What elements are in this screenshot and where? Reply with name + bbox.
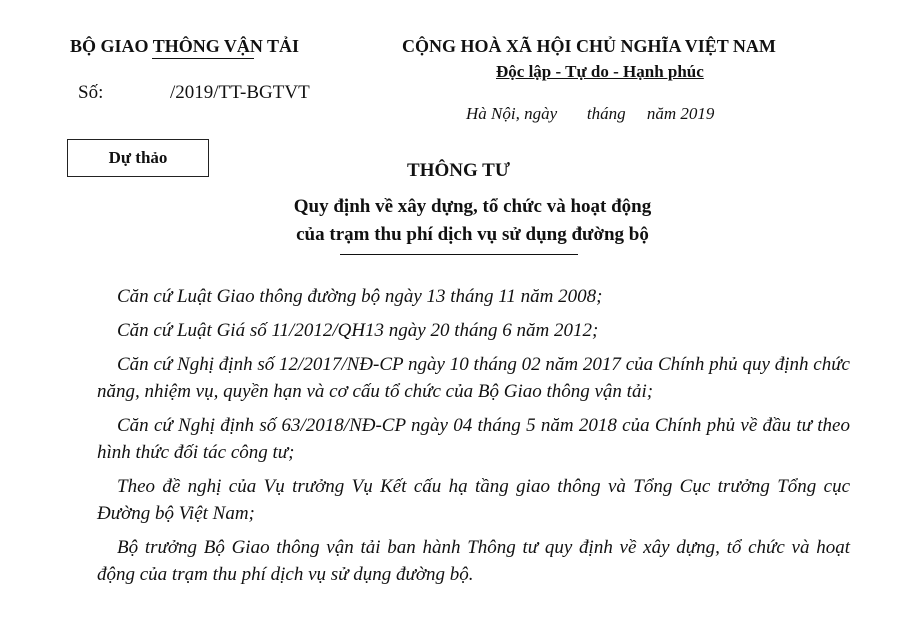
national-motto: Độc lập - Tự do - Hạnh phúc: [496, 62, 704, 81]
document-subtitle-line-2: của trạm thu phí dịch vụ sử dụng đường bộ: [296, 224, 649, 245]
draft-badge: Dự thảo: [67, 139, 209, 177]
issue-date: Hà Nội, ngày tháng năm 2019: [466, 104, 715, 123]
issuing-agency: BỘ GIAO THÔNG VẬN TẢI: [70, 36, 300, 56]
preamble-paragraph: Căn cứ Nghị định số 12/2017/NĐ-CP ngày 10 tháng 02 năm 2017 của Chính phủ quy định chức năng, nhiệm vụ, quyền hạn và cơ cấu tổ chức của Bộ Giao thông vận tải;: [97, 354, 850, 402]
preamble-paragraph: Theo đề nghị của Vụ trưởng Vụ Kết cấu hạ tầng giao thông và Tổng Cục trưởng Tổng cục Đường bộ Việt Nam;: [97, 476, 850, 524]
preamble-paragraph: Căn cứ Luật Giao thông đường bộ ngày 13 tháng 11 năm 2008;: [117, 286, 603, 307]
preamble-paragraph: Căn cứ Luật Giá số 11/2012/QH13 ngày 20 tháng 6 năm 2012;: [117, 320, 599, 341]
title-divider: [340, 254, 578, 255]
national-title: CỘNG HOÀ XÃ HỘI CHỦ NGHĨA VIỆT NAM: [402, 36, 776, 56]
agency-underline: [152, 58, 254, 59]
document-number-label: Số:: [78, 82, 104, 103]
document-title: THÔNG TƯ: [407, 160, 510, 181]
preamble-paragraph: Bộ trưởng Bộ Giao thông vận tải ban hành Thông tư quy định về xây dựng, tổ chức và hoạt động của trạm thu phí dịch vụ sử dụng đường bộ.: [97, 537, 850, 585]
document-subtitle-line-1: Quy định về xây dựng, tổ chức và hoạt động: [293, 196, 652, 217]
preamble-paragraph: Căn cứ Nghị định số 63/2018/NĐ-CP ngày 04 tháng 5 năm 2018 của Chính phủ về đầu tư theo hình thức đối tác công tư;: [97, 415, 850, 463]
document-number: /2019/TT-BGTVT: [170, 82, 310, 103]
preamble: [97, 283, 850, 595]
